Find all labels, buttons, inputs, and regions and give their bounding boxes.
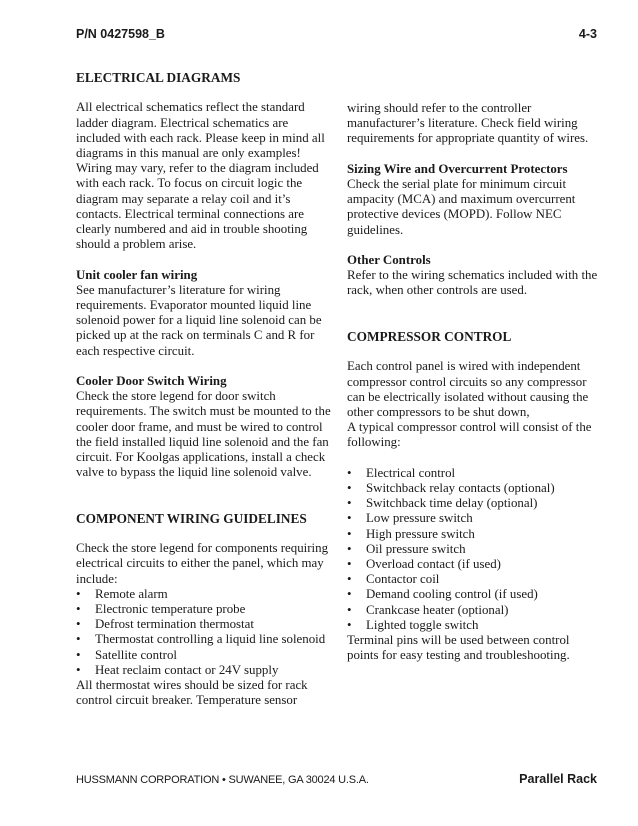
page-header <box>76 27 597 41</box>
list-item: • Remote alarm <box>76 586 168 601</box>
list-item: • Oil pressure switch <box>347 541 466 556</box>
list-item: • Demand cooling control (if used) <box>347 587 538 602</box>
component-list <box>76 587 334 678</box>
bullet: • <box>347 526 352 541</box>
list-item: • Satellite control <box>76 647 177 662</box>
section-heading-compressor-control: COMPRESSOR CONTROL <box>347 329 512 344</box>
subheading-sizing-wire: Sizing Wire and Overcurrent Protectors <box>347 161 568 176</box>
section-heading-component-wiring: COMPONENT WIRING GUIDELINES <box>76 510 307 526</box>
page-footer <box>76 772 597 786</box>
list-item: • Lighted toggle switch <box>347 617 479 632</box>
list-item: • Low pressure switch <box>347 511 473 526</box>
list-item: • Defrost termination thermostat <box>76 617 254 632</box>
bullet: • <box>347 496 352 511</box>
list-item: • Contactor coil <box>347 572 440 587</box>
bullet: • <box>76 602 81 617</box>
component-wiring-intro: Check the store legend for components requiring electrical circuits to either the panel, which may include: <box>76 541 329 586</box>
electrical-diagrams-text: All electrical schematics reflect the standard ladder diagram. Electrical schematics are included with each rack. Please keep in mind all diagrams in this manual are only examples! Wiring may vary, refer to the diagram included with each rack. To focus on circuit logic the diagram may separate a relay coil and it’s contacts. Electrical terminal connections are clearly numbered and aid in trouble shooting should a problem arise. <box>76 100 325 252</box>
bullet: • <box>347 481 352 495</box>
unit-cooler-fan-wiring-text: See manufacturer’s literature for wiring requirements. Evaporator mounted liquid line solenoid power for a liquid line solenoid can be picked up at the rack on terminals C and R for each respective circuit. <box>76 282 322 358</box>
subheading-cooler-door-switch-wiring: Cooler Door Switch Wiring <box>76 374 227 389</box>
list-item: • Heat reclaim contact or 24V supply <box>76 662 279 677</box>
part-number: P/N 0427598_B <box>76 27 165 41</box>
list-item: • Switchback time delay (optional) <box>347 496 538 511</box>
list-item: • Electrical control <box>347 465 456 480</box>
list-item: • High pressure switch <box>347 526 475 541</box>
other-controls-text: Refer to the wiring schematics included with the rack, when other controls are used. <box>347 268 598 298</box>
bullet: • <box>347 541 352 556</box>
bullet: • <box>347 572 352 587</box>
bullet: • <box>347 557 352 572</box>
bullet: • <box>347 511 352 526</box>
compressor-control-intro-2: A typical compressor control will consist of the following: <box>347 420 592 450</box>
sizing-wire-text: Check the serial plate for minimum circuit ampacity (MCA) and maximum overcurrent protective devices (MOPD). Follow NEC guidelines. <box>347 177 576 237</box>
section-heading-electrical-diagrams: ELECTRICAL DIAGRAMS <box>76 70 241 85</box>
bullet: • <box>347 587 352 602</box>
bullet: • <box>347 465 352 480</box>
bullet: • <box>76 662 81 677</box>
bullet: • <box>76 632 81 647</box>
product-name: Parallel Rack <box>519 772 597 786</box>
component-wiring-note-continued: wiring should refer to the controller manufacturer’s literature. Check field wiring requirements for appropriate quantity of wires. <box>347 101 589 146</box>
compressor-control-intro: Each control panel is wired with independent compressor control circuits so any compressor can be electrically isolated without causing the other compressors to be shut down, <box>347 359 589 419</box>
list-item: • Overload contact (if used) <box>347 557 501 572</box>
list-item: • Electronic temperature probe <box>76 602 246 617</box>
bullet: • <box>76 617 81 632</box>
subheading-other-controls: Other Controls <box>347 253 431 267</box>
bullet: • <box>347 617 352 632</box>
compressor-control-list <box>347 466 599 633</box>
component-wiring-note: All thermostat wires should be sized for rack control circuit breaker. Temperature sensor <box>76 678 308 708</box>
page-number: 4-3 <box>578 27 597 41</box>
cooler-door-switch-wiring-text: Check the store legend for door switch requirements. The switch must be mounted to the cooler door frame, and must be wired to control the field installed liquid line solenoid and the fan circuit. For Koolgas applications, install a check valve to bypass the liquid line solenoid valve. <box>76 389 331 480</box>
list-item: • Crankcase heater (optional) <box>347 602 509 617</box>
left-column <box>76 70 334 708</box>
company-address: HUSSMANN CORPORATION • SUWANEE, GA 30024 U.S.A. <box>76 774 369 786</box>
right-column <box>347 101 599 663</box>
list-item: • Switchback relay contacts (optional) <box>347 481 555 495</box>
list-item: • Thermostat controlling a liquid line solenoid <box>76 632 326 647</box>
bullet: • <box>347 602 352 617</box>
compressor-control-note: Terminal pins will be used between control points for easy testing and troubleshooting. <box>347 633 570 663</box>
bullet: • <box>76 586 81 601</box>
subheading-unit-cooler-fan-wiring: Unit cooler fan wiring <box>76 267 198 282</box>
bullet: • <box>76 647 81 662</box>
